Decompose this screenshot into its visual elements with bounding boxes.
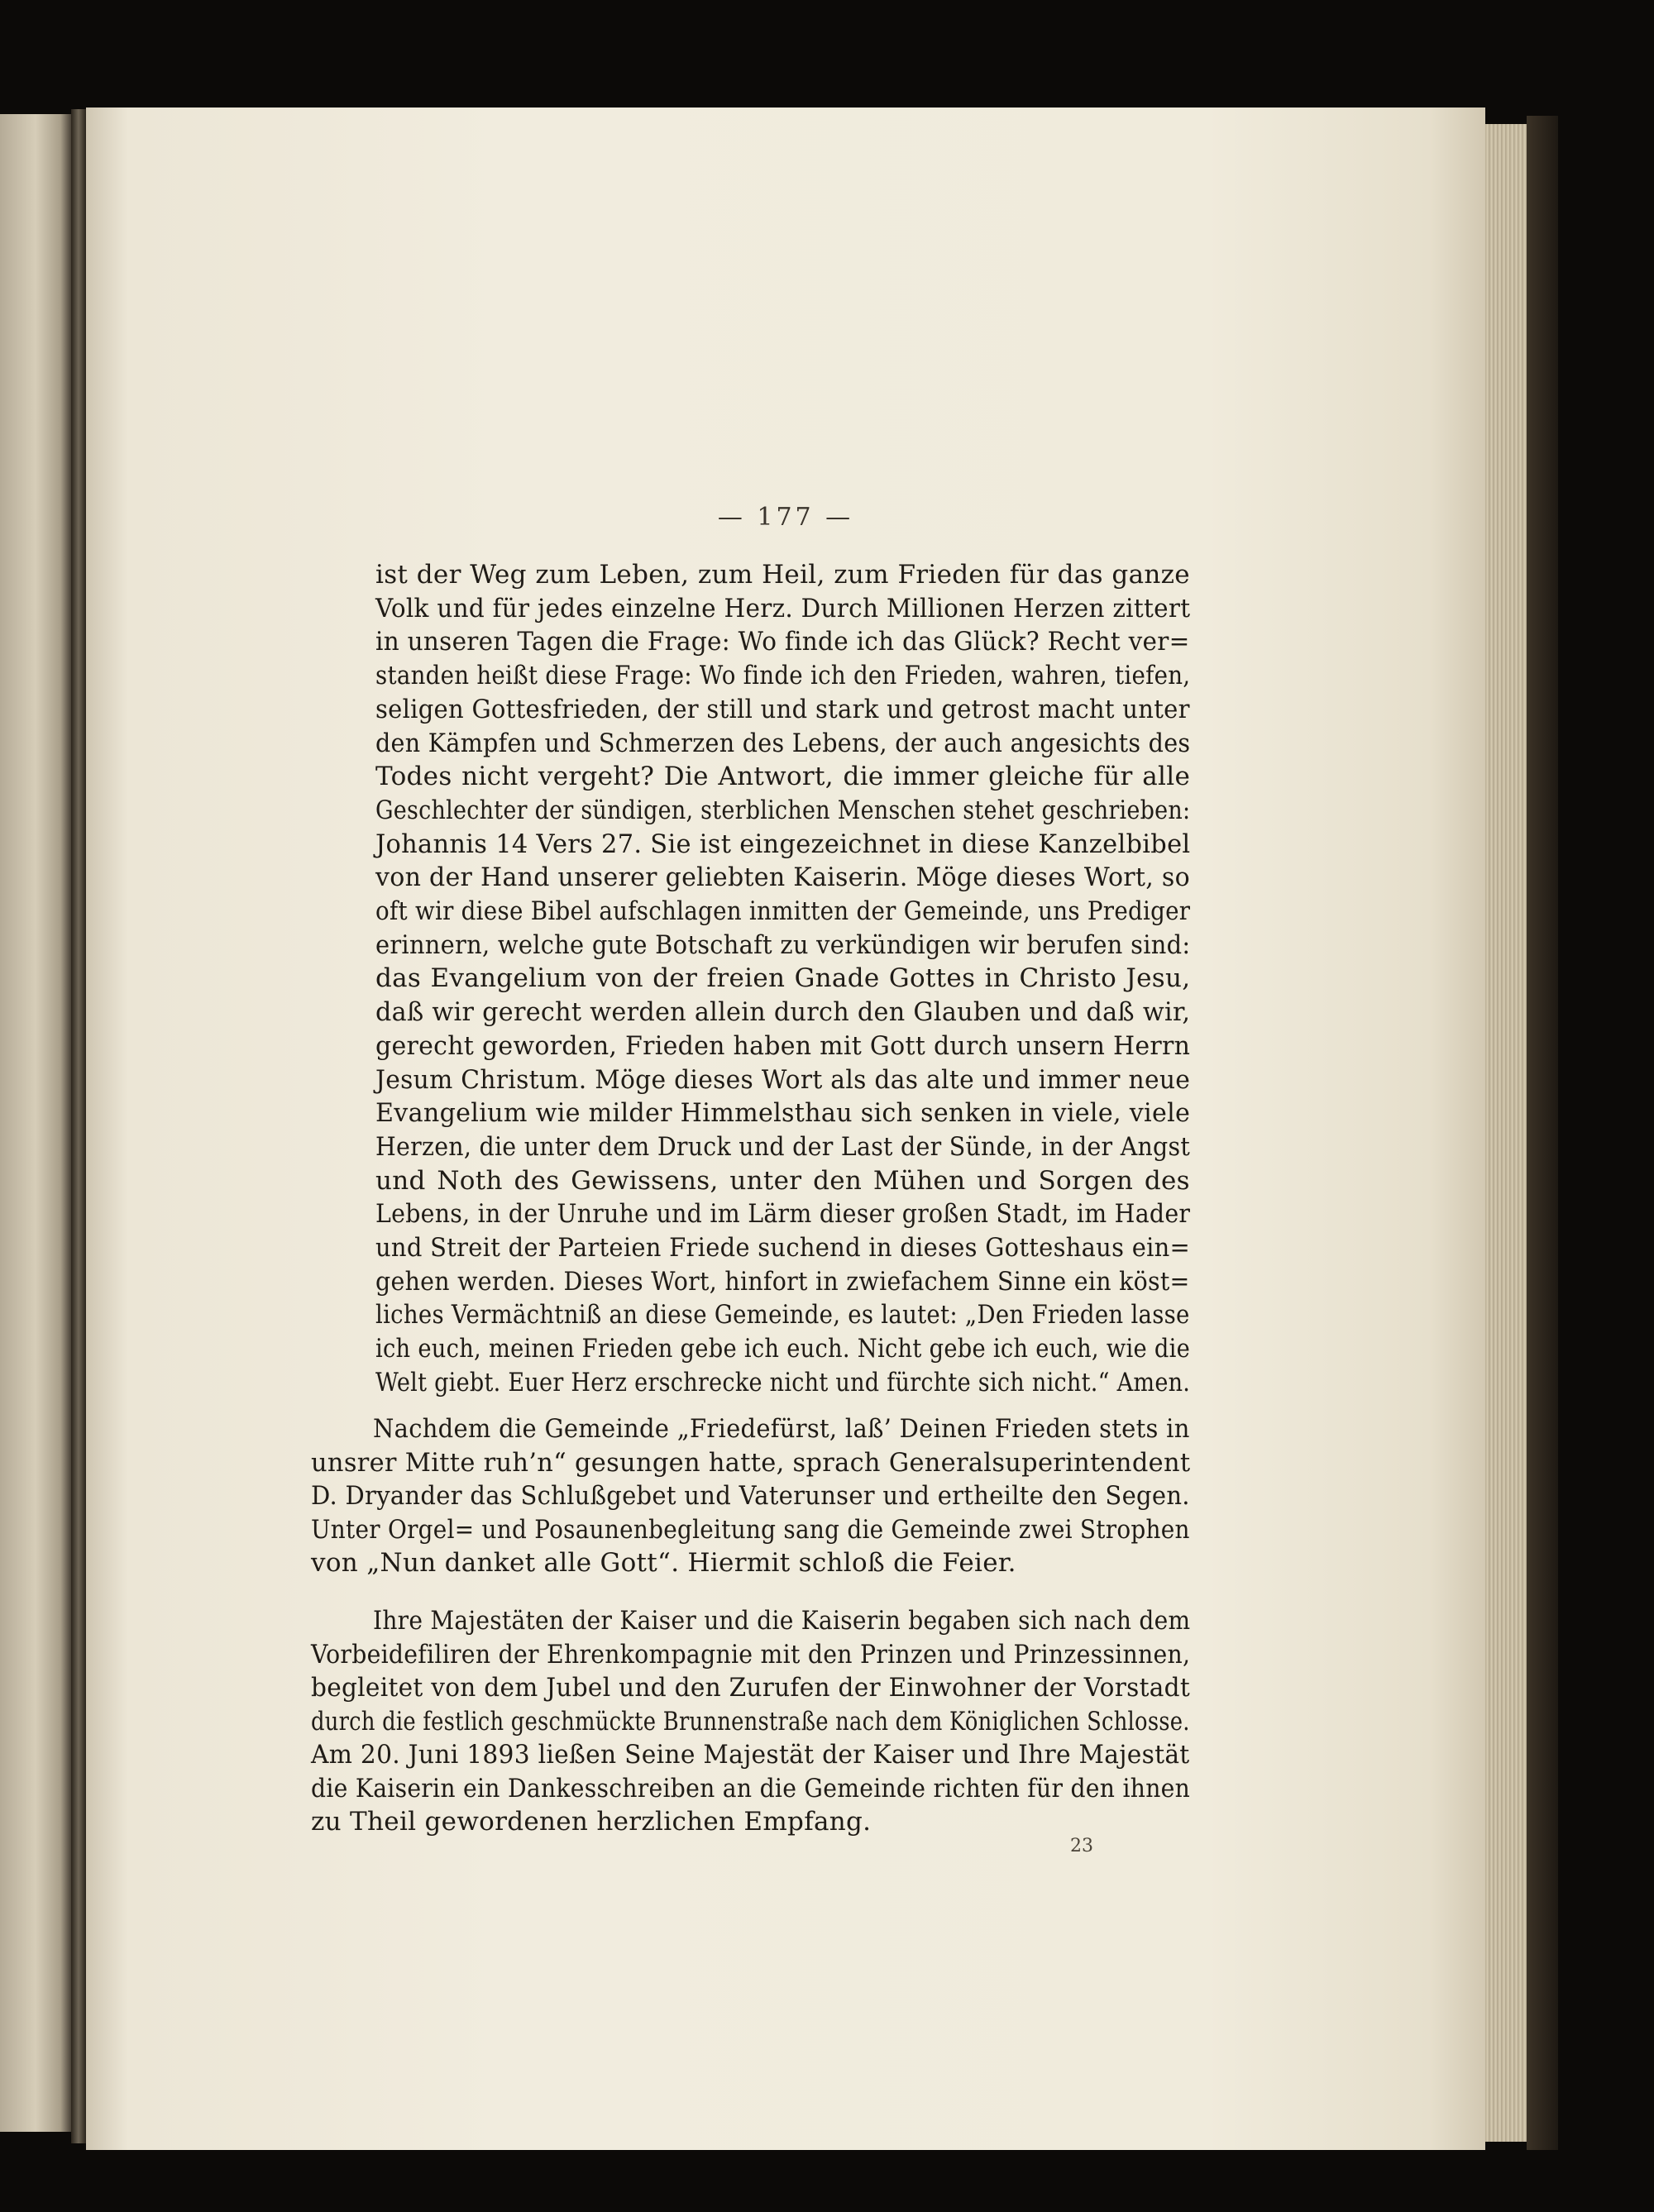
text-line: und Noth des Gewissens, unter den Mühen und Sorgen des [375, 1165, 1190, 1196]
text-line: gehen werden. Dieses Wort, hinfort in zwiefachem Sinne ein köst= [375, 1266, 1190, 1297]
text-line: ich euch, meinen Frieden gebe ich euch. Nicht gebe ich euch, wie die [375, 1334, 1191, 1364]
text-line: Unter Orgel= und Posaunenbegleitung sang die Gemeinde zwei Strophen [311, 1514, 1190, 1545]
text-line: ist der Weg zum Leben, zum Heil, zum Frieden für das ganze [375, 560, 1190, 590]
text-line: das Evangelium von der freien Gnade Gottes in Christo Jesu, [375, 963, 1191, 994]
text-line: den Kämpfen und Schmerzen des Lebens, der auch angesichts des [375, 728, 1191, 758]
text-line: Todes nicht vergeht? Die Antwort, die immer gleiche für alle [375, 762, 1191, 792]
book-cover-edge [1527, 116, 1558, 2150]
text-line: die Kaiserin ein Dankesschreiben an die Gemeinde richten für den ihnen [311, 1773, 1191, 1804]
book-gutter [71, 109, 86, 2143]
signature-mark: 23 [1070, 1836, 1093, 1856]
text-line: Volk und für jedes einzelne Herz. Durch Millionen Herzen zittert [375, 593, 1191, 623]
text-line: Evangelium wie milder Himmelsthau sich senken in viele, viele [375, 1098, 1191, 1129]
text-line: Welt giebt. Euer Herz erschrecke nicht und fürchte sich nicht.“ Amen. [375, 1367, 1191, 1397]
page-block-edge [1485, 124, 1527, 2142]
text-line: liches Vermächtniß an diese Gemeinde, es lautet: „Den Frieden lasse [375, 1300, 1190, 1331]
text-line: daß wir gerecht werden allein durch den Glauben und daß wir, [375, 997, 1191, 1028]
text-line: Am 20. Juni 1893 ließen Seine Majestät der Kaiser und Ihre Majestät [311, 1740, 1190, 1770]
text-line: erinnern, welche gute Botschaft zu verkündigen wir berufen sind: [375, 929, 1191, 960]
text-line: begleitet von dem Jubel und den Zurufen der Einwohner der Vorstadt [311, 1673, 1191, 1703]
text-line: Lebens, in der Unruhe und im Lärm dieser großen Stadt, im Hader [375, 1199, 1191, 1230]
left-page-edge [0, 114, 71, 2132]
text-line: unsrer Mitte ruh’n“ gesungen hatte, sprach Generalsuperintendent [311, 1447, 1191, 1478]
text-line: oft wir diese Bibel aufschlagen inmitten der Gemeinde, uns Prediger [375, 896, 1191, 926]
text-line: standen heißt diese Frage: Wo finde ich den Frieden, wahren, tiefen, [375, 661, 1191, 691]
text-line: Jesum Christum. Möge dieses Wort als das alte und immer neue [375, 1064, 1191, 1095]
text-line: Vorbeidefiliren der Ehrenkompagnie mit den Prinzen und Prinzessinnen, [311, 1639, 1191, 1670]
text-line: Nachdem die Gemeinde „Friedefürst, laß’ Deinen Frieden stets in [373, 1414, 1190, 1444]
text-line: in unseren Tagen die Frage: Wo finde ich das Glück? Recht ver= [375, 627, 1190, 657]
book-page [86, 107, 1485, 2150]
page-number-header: — 177 — [717, 503, 854, 532]
text-line: Herzen, die unter dem Druck und der Last der Sünde, in der Angst [375, 1131, 1191, 1162]
text-line: zu Theil gewordenen herzlichen Empfang. [311, 1807, 872, 1837]
text-line: und Streit der Parteien Friede suchend in dieses Gotteshaus ein= [375, 1233, 1191, 1263]
text-line: durch die festlich geschmückte Brunnenstraße nach dem Königlichen Schlosse. [311, 1706, 1190, 1737]
text-line: D. Dryander das Schlußgebet und Vaterunser und ertheilte den Segen. [311, 1481, 1190, 1511]
text-line: gerecht geworden, Frieden haben mit Gott durch unsern Herrn [375, 1030, 1191, 1061]
text-line: Ihre Majestäten der Kaiser und die Kaiserin begaben sich nach dem [373, 1606, 1191, 1636]
text-line: von der Hand unserer geliebten Kaiserin. Möge dieses Wort, so [375, 862, 1190, 893]
page-text [86, 107, 1485, 2150]
text-line: seligen Gottesfrieden, der still und stark und getrost macht unter [375, 694, 1190, 724]
text-line: von „Nun danket alle Gott“. Hiermit schloß die Feier. [311, 1548, 1016, 1578]
text-line: Johannis 14 Vers 27. Sie ist eingezeichnet in diese Kanzelbibel [375, 829, 1191, 859]
text-line: Geschlechter der sündigen, sterblichen Menschen stehet geschrieben: [375, 795, 1191, 825]
